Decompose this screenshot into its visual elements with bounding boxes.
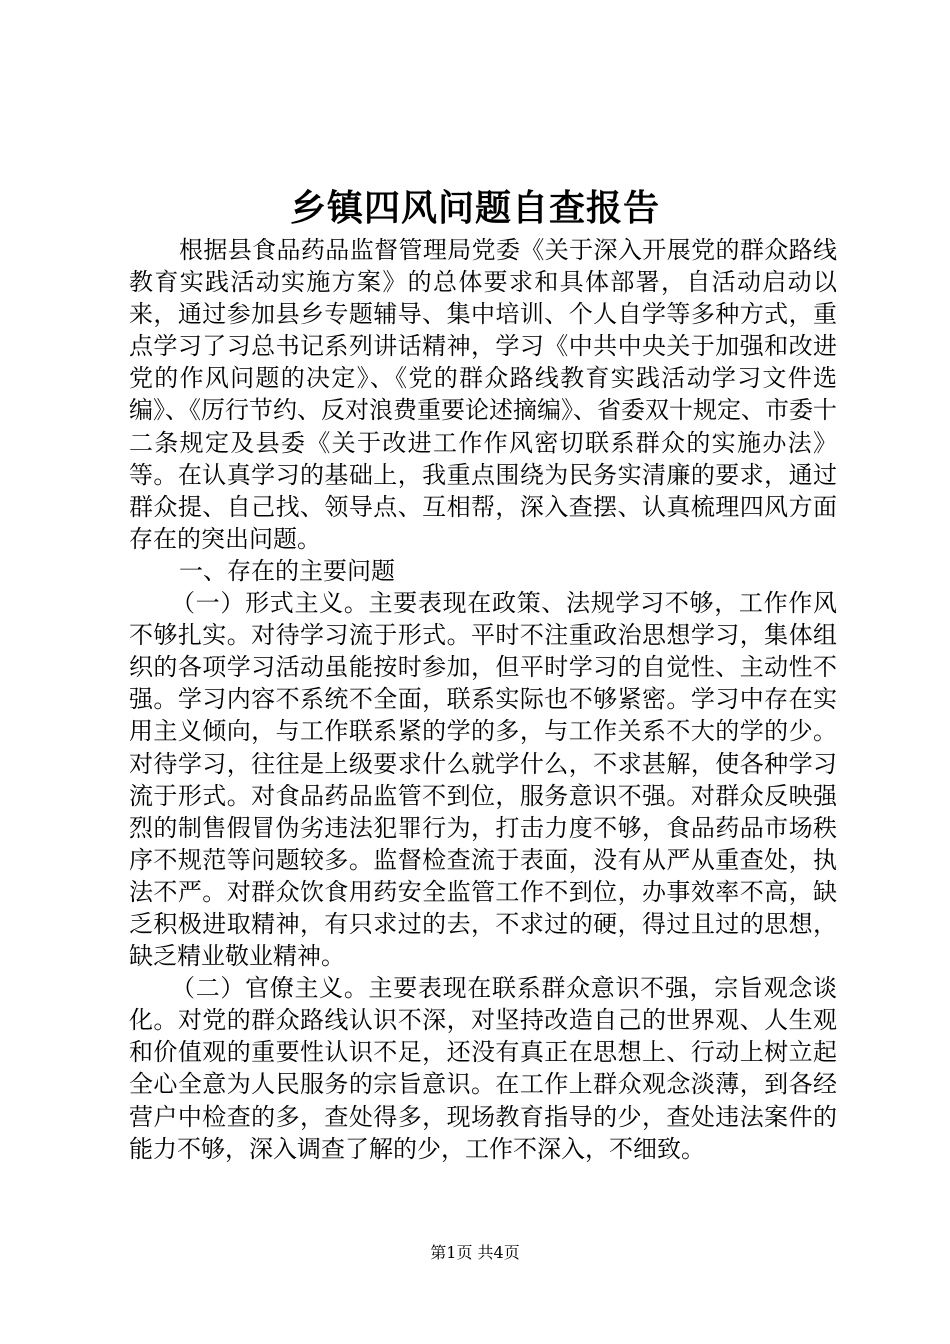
page-footer: 第1页 共4页: [430, 1243, 520, 1262]
document-title: 乡镇四风问题自查报告: [289, 187, 660, 229]
paragraph-intro: 根据县食品药品监督管理局党委《关于深入开展党的群众路线教育实践活动实施方案》的总体要求和具体部署，自活动启动以来，通过参加县乡专题辅导、集中培训、个人自学等多种方式，重点学习了习总书记系列讲话精神，学习《中共中央关于加强和改进党的作风问题的决定》、《党的群众路线教育实践活动学习文件选编》、《厉行节约、反对浪费重要论述摘编》、省委双十规定、市委十二条规定及县委《关于改进工作作风密切联系群众的实施办法》等。在认真学习的基础上，我重点围绕为民务实清廉的要求，通过群众提、自己找、领导点、互相帮，深入查摆、认真梳理四风方面存在的突出问题。: [129, 236, 837, 553]
document-body: [129, 234, 837, 1165]
paragraph-bureaucratism: （二）官僚主义。主要表现在联系群众意识不强，宗旨观念谈化。对党的群众路线认识不深，对坚持改造自己的世界观、人生观和价值观的重要性认识不足，还没有真正在思想上、行动上树立起全心全意为人民服务的宗旨意识。在工作上群众观念淡薄，到各经营户中检查的多，查处得多，现场教育指导的少，查处违法案件的能力不够，深入调查了解的少，工作不深入，不细致。: [129, 974, 837, 1163]
paragraph-formalism: （一）形式主义。主要表现在政策、法规学习不够，工作作风不够扎实。对待学习流于形式。平时不注重政治思想学习，集体组织的各项学习活动虽能按时参加，但平时学习的自觉性、主动性不强。学习内容不系统不全面，联系实际也不够紧密。学习中存在实用主义倾向，与工作联系紧的学的多，与工作关系不大的学的少。对待学习，往往是上级要求什么就学什么，不求甚解，使各种学习流于形式。对食品药品监管不到位，服务意识不强。对群众反映强烈的制售假冒伪劣违法犯罪行为，打击力度不够，食品药品市场秩序不规范等问题较多。监督检查流于表面，没有从严从重查处，执法不严。对群众饮食用药安全监管工作不到位，办事效率不高，缺乏积极进取精神，有只求过的去，不求过的硬，得过且过的思想，缺乏精业敬业精神。: [129, 589, 837, 971]
section-heading: 一、存在的主要问题: [179, 556, 395, 585]
